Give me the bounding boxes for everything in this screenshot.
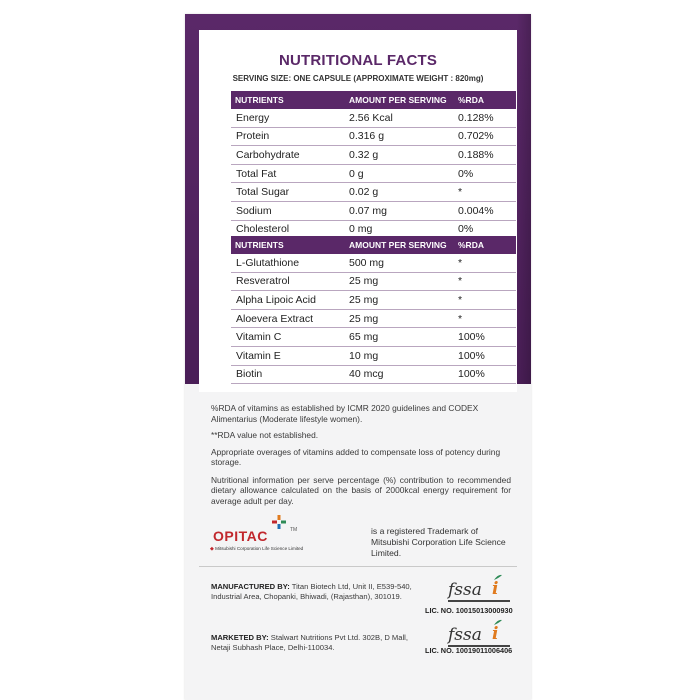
nutrient-amount: 0.07 mg [349, 204, 387, 217]
marketed-by-label: MARKETED BY: [211, 633, 269, 642]
nutrient-rda: 100% [458, 331, 485, 344]
fssai-wordmark: fssa [448, 580, 482, 600]
nutrient-name: Aloevera Extract [236, 312, 314, 325]
header-amount: AMOUNT PER SERVING [349, 240, 447, 250]
fssai-license-1: LIC. NO. 10015013000930 [425, 606, 513, 615]
header-amount: AMOUNT PER SERVING [349, 95, 447, 105]
serving-size: SERVING SIZE: ONE CAPSULE (APPROXIMATE WEIGHT : 820mg) [232, 74, 484, 83]
nutrient-amount: 2.56 Kcal [349, 111, 393, 124]
nutrition-title: NUTRITIONAL FACTS [278, 52, 438, 69]
overages-note: Appropriate overages of vitamins added to compensate loss of potency during storage. [211, 446, 501, 467]
table-header [231, 91, 516, 109]
fssai-leaf-icon [494, 574, 502, 580]
nutrient-rda: 100% [458, 368, 485, 381]
nutrient-amount: 25 mg [349, 293, 379, 306]
header-rda: %RDA [458, 240, 484, 250]
nutrient-rda: 0.128% [458, 111, 494, 124]
table-header [231, 236, 516, 254]
nutrition-label-card [199, 30, 517, 392]
manufactured-by-label: MANUFACTURED BY: [211, 582, 290, 591]
manufactured-by [211, 582, 421, 602]
nutrient-amount: 0.32 g [349, 148, 379, 161]
nutrient-amount: 25 mg [349, 312, 379, 325]
nutrient-name: Resveratrol [236, 275, 290, 288]
table-row [231, 254, 516, 273]
table-row [231, 273, 516, 292]
notes-section [211, 403, 511, 506]
opitac-subtext-label: Mitsubishi Corporation Life Science Limited [215, 546, 304, 551]
marketed-by [211, 633, 421, 653]
nutrient-name: Vitamin C [236, 331, 282, 344]
nutrient-name: Protein [236, 130, 270, 143]
nutrition-table-2 [231, 236, 516, 384]
header-nutrients: NUTRIENTS [235, 95, 284, 105]
nutrient-name: Carbohydrate [236, 148, 300, 161]
nutrient-name: Total Sugar [236, 186, 290, 199]
table-row [231, 328, 516, 347]
opitac-logo [210, 515, 340, 555]
table-row [231, 146, 516, 165]
nutrient-name: Sodium [236, 204, 272, 217]
fssai-i: i [492, 579, 499, 599]
table-row [231, 128, 516, 147]
table-row [231, 347, 516, 366]
fssai-license-2: LIC. NO. 10019011006406 [425, 646, 513, 655]
nutrient-amount: 0 mg [349, 223, 373, 236]
fssai-leaf-icon [494, 619, 502, 625]
nutrient-name: Alpha Lipoic Acid [236, 293, 316, 306]
nutrient-name: Energy [236, 111, 270, 124]
nutrient-name: Total Fat [236, 167, 277, 180]
nutrition-table-1 [231, 91, 516, 239]
nutrient-rda: * [458, 256, 463, 269]
fssai-wordmark: fssa [448, 625, 482, 645]
marketed-by-text: Stalwart Nutritions Pvt Ltd. 302B, D Mall, Netaji Subhash Place, Delhi-110034. [211, 633, 408, 652]
table-row [231, 165, 516, 184]
table-row [231, 310, 516, 329]
nutrient-rda: 0.702% [458, 130, 494, 143]
nutrient-name: Vitamin E [236, 349, 281, 362]
fssai-i: i [492, 624, 499, 644]
nutrient-amount: 10 mg [349, 349, 379, 362]
table-row [231, 183, 516, 202]
table-row [231, 202, 516, 221]
rda-note: %RDA of vitamins as established by ICMR 2020 guidelines and CODEX Alimentarius (Moderate lifestyle women). [211, 403, 479, 424]
nutrient-rda: 0.004% [458, 204, 494, 217]
fssai-underline [448, 600, 510, 602]
header-nutrients: NUTRIENTS [235, 240, 284, 250]
nutrient-rda: * [458, 293, 463, 306]
nutrient-rda: * [458, 275, 463, 288]
opitac-subtext [210, 546, 303, 552]
nutrient-name: L-Glutathione [236, 256, 300, 269]
nutrient-rda: 0% [458, 223, 474, 236]
nutrient-rda: * [458, 312, 463, 325]
nutrient-amount: 0 g [349, 167, 364, 180]
section-divider [199, 566, 517, 567]
nutrient-rda: 0% [458, 167, 474, 180]
nutrient-amount: 0.316 g [349, 130, 385, 143]
nutrient-amount: 25 mg [349, 275, 379, 288]
nutrient-rda: 100% [458, 349, 485, 362]
trademark-text: is a registered Trademark of Mitsubishi Corporation Life Science Limited. [371, 526, 506, 558]
opitac-tm: TM [290, 527, 298, 533]
table-row [231, 366, 516, 385]
nutrient-amount: 65 mg [349, 331, 379, 344]
nutrient-amount: 500 mg [349, 256, 385, 269]
nutrient-name: Biotin [236, 368, 263, 381]
header-rda: %RDA [458, 95, 484, 105]
nutritional-info-note: Nutritional information per serve percentage (%) contribution to recommended dietary allowance calculated on the basis of 2000kcal energy requirement for average adult per day. [211, 474, 511, 506]
nutrient-rda: * [458, 186, 463, 199]
table-row [231, 291, 516, 310]
mitsubishi-diamond-icon: ◆ [210, 546, 214, 552]
nutrient-amount: 40 mcg [349, 368, 384, 381]
nutrient-rda: 0.188% [458, 148, 494, 161]
table-row [231, 109, 516, 128]
opitac-plus-icon [272, 515, 286, 529]
nutrient-name: Cholesterol [236, 223, 290, 236]
opitac-wordmark: OPITAC [213, 528, 268, 544]
rda-not-established-note: **RDA value not established. [211, 430, 319, 440]
nutrient-amount: 0.02 g [349, 186, 379, 199]
manufactured-by-text: Titan Biotech Ltd, Unit II, E539-540, Industrial Area, Chopanki, Bhiwadi, (Rajasthan), 301019. [211, 582, 412, 601]
